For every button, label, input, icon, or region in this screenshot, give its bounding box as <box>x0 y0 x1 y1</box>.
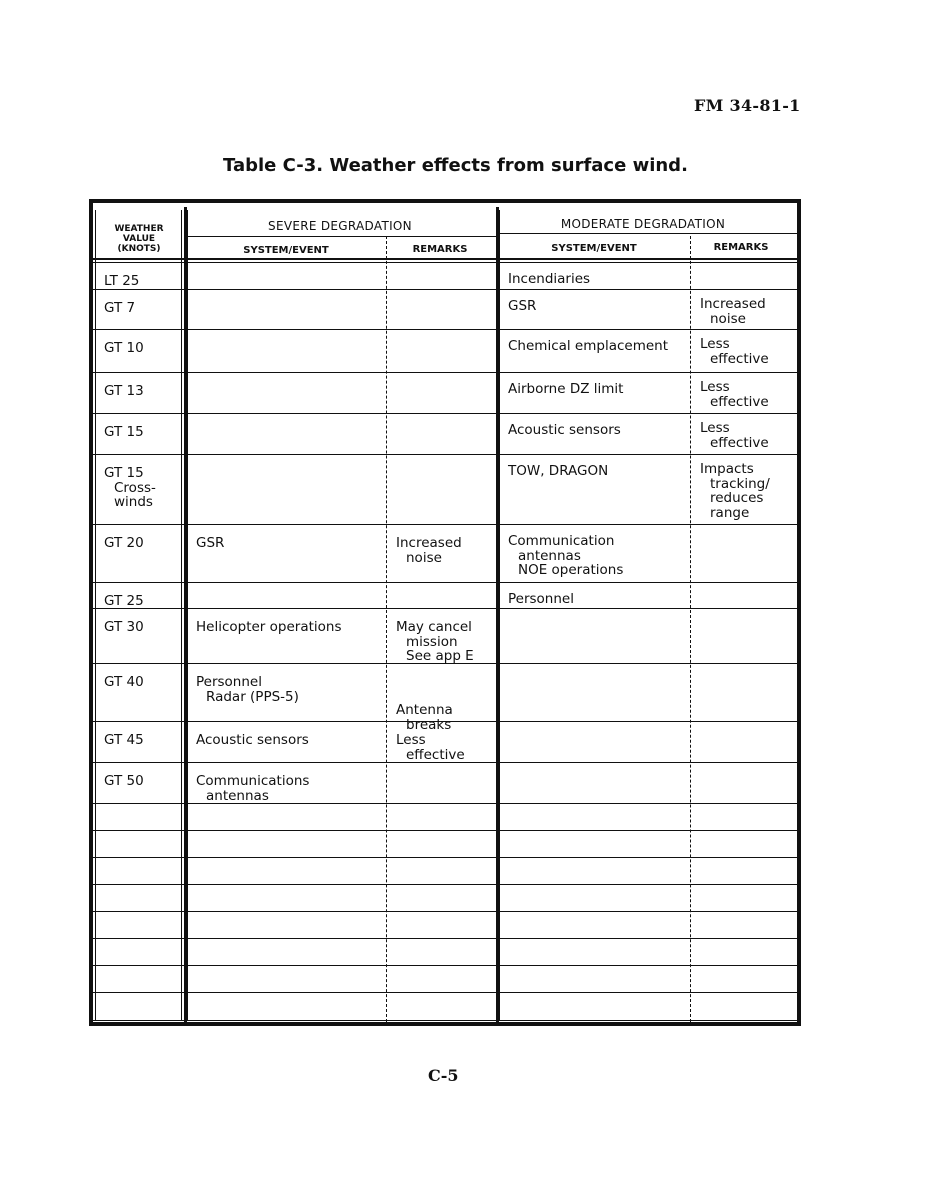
moderate-remarks-cell: Less effective <box>700 336 769 367</box>
row-rule <box>187 236 496 237</box>
weather-value-cell: GT 25 <box>104 593 144 609</box>
header-moderate-degradation: MODERATE DEGRADATION <box>560 217 726 231</box>
weather-value-cell: GT 15 <box>104 424 144 440</box>
weather-value-cell: GT 13 <box>104 383 144 399</box>
moderate-system-cell: Personnel <box>508 591 574 607</box>
weather-value-cell: GT 15 Cross- winds <box>104 465 156 510</box>
row-rule <box>93 329 797 330</box>
moderate-remarks-cell: Increased noise <box>700 296 766 327</box>
moderate-remarks-cell: Less effective <box>700 379 769 410</box>
row-rule <box>93 262 797 263</box>
row-rule <box>93 830 797 831</box>
row-rule <box>93 965 797 966</box>
header-severe-system-event: SYSTEM/EVENT <box>243 245 329 256</box>
row-rule <box>93 884 797 885</box>
column-rule <box>690 236 691 1022</box>
severe-remarks-cell: Less effective <box>396 732 465 763</box>
moderate-system-cell: GSR <box>508 298 537 314</box>
moderate-system-cell: Incendiaries <box>508 271 591 287</box>
header-severe-remarks: REMARKS <box>412 244 468 255</box>
row-rule <box>93 1020 797 1021</box>
severe-system-cell: Personnel Radar (PPS-5) <box>196 674 299 705</box>
weather-value-cell: LT 25 <box>104 273 140 289</box>
column-rule <box>95 210 96 1020</box>
weather-value-cell: GT 40 <box>104 674 144 690</box>
row-rule <box>93 608 797 609</box>
moderate-remarks-cell: Less effective <box>700 420 769 451</box>
row-rule <box>93 524 797 525</box>
severe-system-cell: Acoustic sensors <box>196 732 309 748</box>
header-severe-degradation: SEVERE DEGRADATION <box>268 219 412 233</box>
moderate-system-cell: Acoustic sensors <box>508 422 621 438</box>
severe-remarks-cell: May cancel mission See app E <box>396 619 474 664</box>
row-rule <box>93 413 797 414</box>
row-rule <box>93 372 797 373</box>
table-title: Table C-3. Weather effects from surface wind. <box>223 155 688 176</box>
column-rule <box>187 210 188 1020</box>
column-rule <box>499 210 500 1020</box>
moderate-system-cell: Communication antennas NOE operations <box>508 533 624 578</box>
moderate-system-cell: TOW, DRAGON <box>508 463 609 479</box>
moderate-system-cell: Chemical emplacement <box>508 338 669 354</box>
weather-value-cell: GT 7 <box>104 300 136 316</box>
severe-system-cell: GSR <box>196 535 225 551</box>
weather-value-cell: GT 45 <box>104 732 144 748</box>
severe-system-cell: Helicopter operations <box>196 619 342 635</box>
weather-value-cell: GT 50 <box>104 773 144 789</box>
row-rule <box>93 857 797 858</box>
severe-system-cell: Communications antennas <box>196 773 310 804</box>
row-rule <box>93 992 797 993</box>
row-rule <box>499 233 797 234</box>
weather-value-cell: GT 30 <box>104 619 144 635</box>
header-moderate-system-event: SYSTEM/EVENT <box>551 243 637 254</box>
row-rule <box>93 911 797 912</box>
document-id: FM 34-81-1 <box>694 96 801 115</box>
row-rule <box>93 258 797 260</box>
header-moderate-remarks: REMARKS <box>713 242 769 253</box>
column-rule <box>181 210 182 1020</box>
severe-remarks-cell: Increased noise <box>396 535 462 566</box>
row-rule <box>93 803 797 804</box>
weather-value-cell: GT 20 <box>104 535 144 551</box>
weather-table <box>89 199 801 1026</box>
page-number: C-5 <box>428 1066 459 1085</box>
moderate-system-cell: Airborne DZ limit <box>508 381 624 397</box>
row-rule <box>93 582 797 583</box>
moderate-remarks-cell: Impacts tracking/ reduces range <box>700 461 770 521</box>
severe-remarks-cell: Antenna breaks <box>396 702 453 733</box>
column-rule <box>386 236 387 1022</box>
header-weather-value: WEATHER VALUE (KNOTS) <box>114 224 164 254</box>
row-rule <box>93 938 797 939</box>
weather-value-cell: GT 10 <box>104 340 144 356</box>
row-rule <box>93 289 797 290</box>
row-rule <box>93 454 797 455</box>
